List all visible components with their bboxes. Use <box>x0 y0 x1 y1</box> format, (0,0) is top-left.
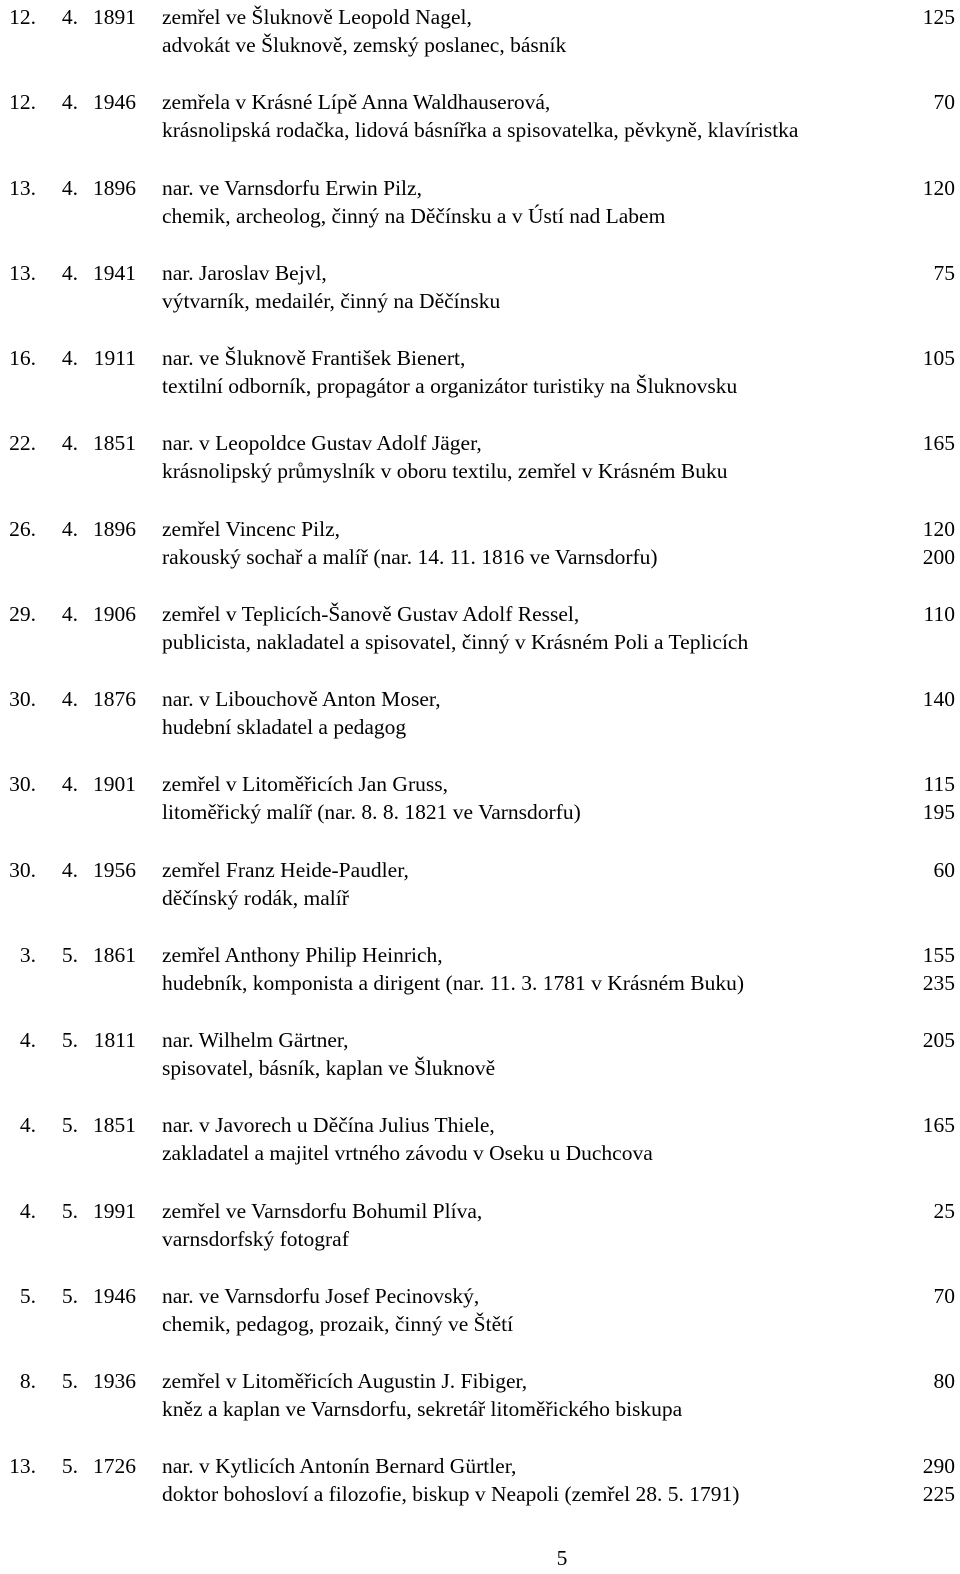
entry-month: 4. <box>61 431 78 456</box>
calendar-entry <box>0 770 960 828</box>
entry-month: 4. <box>61 772 78 797</box>
entry-secondary-anniversary-years: 200 <box>922 544 955 569</box>
entry-year: 1911 <box>93 346 136 370</box>
entry-second-line <box>0 543 960 571</box>
entry-first-line <box>0 1282 960 1310</box>
entry-event: zemřel ve Varnsdorfu Bohumil Plíva, <box>162 1198 483 1223</box>
entry-second-line <box>0 1054 960 1082</box>
entry-day: 30. <box>9 772 36 797</box>
entry-month: 4. <box>61 601 78 626</box>
calendar-entry <box>0 3 960 61</box>
entry-year: 1861 <box>93 942 136 967</box>
entry-second-line <box>0 1139 960 1167</box>
entry-anniversary-years: 75 <box>933 260 955 285</box>
entry-first-line <box>0 1197 960 1225</box>
entry-description: hudebník, komponista a dirigent (nar. 11. 3. 1781 v Krásném Buku) <box>162 970 745 995</box>
entry-description: litoměřický malíř (nar. 8. 8. 1821 ve Varnsdorfu) <box>162 800 581 825</box>
calendar-entry <box>0 174 960 232</box>
entry-day: 16. <box>9 346 36 370</box>
entry-anniversary-years: 110 <box>923 601 955 626</box>
entry-year: 1851 <box>93 1113 136 1138</box>
entry-event: nar. v Javorech u Děčína Julius Thiele, <box>162 1113 495 1138</box>
entry-description: rakouský sochař a malíř (nar. 14. 11. 1816 ve Varnsdorfu) <box>162 544 658 569</box>
entry-anniversary-years: 120 <box>922 516 955 541</box>
entry-anniversary-years: 290 <box>922 1454 955 1479</box>
entry-month: 4. <box>61 90 78 115</box>
entry-second-line <box>0 1395 960 1423</box>
calendar-entry <box>0 941 960 999</box>
entry-second-line <box>0 628 960 656</box>
entry-month: 4. <box>61 346 78 370</box>
entry-year: 1851 <box>93 431 136 456</box>
entry-description: spisovatel, básník, kaplan ve Šluknově <box>162 1056 496 1080</box>
entry-event: zemřel v Teplicích-Šanově Gustav Adolf Ressel, <box>162 601 580 626</box>
entry-anniversary-years: 120 <box>922 175 955 200</box>
entry-description: zakladatel a majitel vrtného závodu v Oseku u Duchcova <box>162 1141 653 1166</box>
entry-second-line <box>0 798 960 826</box>
entry-anniversary-years: 70 <box>933 90 955 115</box>
entry-day: 13. <box>9 175 36 200</box>
entry-description: publicista, nakladatel a spisovatel, činný v Krásném Poli a Teplicích <box>162 629 749 654</box>
entry-anniversary-years: 70 <box>933 1283 955 1308</box>
entry-event: nar. ve Varnsdorfu Erwin Pilz, <box>162 175 422 200</box>
entry-anniversary-years: 155 <box>922 942 955 967</box>
entry-second-line <box>0 713 960 741</box>
entry-month: 4. <box>61 687 78 711</box>
entry-day: 29. <box>9 601 36 626</box>
calendar-entry <box>0 429 960 487</box>
entry-secondary-anniversary-years: 195 <box>922 800 955 825</box>
entry-secondary-anniversary-years: 235 <box>922 970 955 995</box>
entry-second-line <box>0 287 960 315</box>
entry-first-line <box>0 88 960 116</box>
entry-day: 4. <box>19 1113 36 1138</box>
entry-month: 4. <box>61 175 78 200</box>
entry-year: 1936 <box>93 1369 136 1393</box>
entry-first-line <box>0 1026 960 1054</box>
entry-event: zemřel Vincenc Pilz, <box>162 516 341 541</box>
entry-first-line <box>0 770 960 798</box>
entry-anniversary-years: 125 <box>922 5 955 29</box>
entry-second-line <box>0 1310 960 1338</box>
entry-day: 22. <box>9 431 36 456</box>
calendar-entry <box>0 685 960 743</box>
entry-event: zemřel Franz Heide-Paudler, <box>162 857 409 882</box>
entry-first-line <box>0 685 960 713</box>
entry-day: 8. <box>19 1369 36 1393</box>
entry-secondary-anniversary-years: 225 <box>922 1482 955 1507</box>
entry-day: 13. <box>9 260 36 285</box>
entry-first-line <box>0 600 960 628</box>
calendar-entry <box>0 344 960 402</box>
entry-event: nar. ve Varnsdorfu Josef Pecinovský, <box>162 1283 480 1308</box>
entry-second-line <box>0 116 960 144</box>
entry-day: 12. <box>9 5 36 29</box>
page-number: 5 <box>556 1546 568 1570</box>
calendar-entry <box>0 1111 960 1169</box>
entry-month: 5. <box>61 1369 78 1393</box>
entry-event: nar. v Leopoldce Gustav Adolf Jäger, <box>162 431 482 456</box>
entry-anniversary-years: 115 <box>923 772 955 797</box>
calendar-entry <box>0 88 960 146</box>
entry-month: 4. <box>61 260 78 285</box>
entry-year: 1896 <box>93 175 136 200</box>
entry-description: krásnolipský průmyslník v oboru textilu, zemřel v Krásném Buku <box>162 459 728 484</box>
entry-year: 1891 <box>93 5 136 29</box>
entry-second-line <box>0 1480 960 1508</box>
entry-event: nar. Jaroslav Bejvl, <box>162 260 327 285</box>
entry-second-line <box>0 884 960 912</box>
entry-month: 5. <box>61 1198 78 1223</box>
entry-year: 1876 <box>93 687 136 711</box>
entry-second-line <box>0 202 960 230</box>
entry-month: 4. <box>61 516 78 541</box>
calendar-entry <box>0 1452 960 1510</box>
entry-first-line <box>0 1111 960 1139</box>
entry-first-line <box>0 1367 960 1395</box>
entry-anniversary-years: 80 <box>933 1369 955 1393</box>
calendar-entry <box>0 856 960 914</box>
entry-anniversary-years: 105 <box>922 346 955 370</box>
entry-year: 1946 <box>93 90 136 115</box>
entry-month: 5. <box>61 1028 78 1052</box>
entry-month: 5. <box>61 1113 78 1138</box>
entry-second-line <box>0 31 960 59</box>
entry-event: zemřel Anthony Philip Heinrich, <box>162 942 443 967</box>
entry-event: zemřela v Krásné Lípě Anna Waldhauserová, <box>162 90 551 115</box>
entry-event: nar. Wilhelm Gärtner, <box>162 1028 349 1052</box>
calendar-entry <box>0 1197 960 1255</box>
entry-second-line <box>0 969 960 997</box>
calendar-entry <box>0 259 960 317</box>
entry-event: zemřel v Litoměřicích Jan Gruss, <box>162 772 448 797</box>
entry-description: kněz a kaplan ve Varnsdorfu, sekretář litoměřického biskupa <box>162 1397 683 1421</box>
entry-event: nar. v Kytlicích Antonín Bernard Gürtler, <box>162 1454 517 1479</box>
entry-day: 30. <box>9 687 36 711</box>
entry-year: 1726 <box>93 1454 136 1479</box>
entry-first-line <box>0 259 960 287</box>
entry-description: doktor bohosloví a filozofie, biskup v Neapoli (zemřel 28. 5. 1791) <box>162 1482 740 1507</box>
entry-anniversary-years: 60 <box>933 857 955 882</box>
entry-anniversary-years: 165 <box>922 431 955 456</box>
entry-first-line <box>0 174 960 202</box>
entry-first-line <box>0 344 960 372</box>
entry-event: nar. v Libouchově Anton Moser, <box>162 687 441 711</box>
calendar-entry <box>0 515 960 573</box>
entry-first-line <box>0 941 960 969</box>
entry-second-line <box>0 1225 960 1253</box>
entry-day: 13. <box>9 1454 36 1479</box>
entry-anniversary-years: 140 <box>922 687 955 711</box>
calendar-entry <box>0 1367 960 1425</box>
entry-second-line <box>0 457 960 485</box>
entry-year: 1946 <box>93 1283 136 1308</box>
entry-day: 5. <box>19 1283 36 1308</box>
entry-year: 1991 <box>93 1198 136 1223</box>
entry-first-line <box>0 3 960 31</box>
entry-description: varnsdorfský fotograf <box>162 1226 349 1251</box>
entry-day: 30. <box>9 857 36 882</box>
entry-year: 1811 <box>93 1028 136 1052</box>
entry-event: zemřel v Litoměřicích Augustin J. Fibiger, <box>162 1369 528 1393</box>
entry-first-line <box>0 856 960 884</box>
entry-description: textilní odborník, propagátor a organizátor turistiky na Šluknovsku <box>162 374 738 398</box>
entry-month: 4. <box>61 5 78 29</box>
calendar-entry <box>0 1282 960 1340</box>
entry-anniversary-years: 205 <box>922 1028 955 1052</box>
entry-second-line <box>0 372 960 400</box>
entry-day: 3. <box>19 942 36 967</box>
entry-year: 1956 <box>93 857 136 882</box>
entry-year: 1906 <box>93 601 136 626</box>
entry-month: 5. <box>61 1454 78 1479</box>
entry-year: 1896 <box>93 516 136 541</box>
entry-description: advokát ve Šluknově, zemský poslanec, básník <box>162 33 567 57</box>
entry-month: 5. <box>61 1283 78 1308</box>
entry-anniversary-years: 165 <box>922 1113 955 1138</box>
entry-month: 5. <box>61 942 78 967</box>
entry-event: zemřel ve Šluknově Leopold Nagel, <box>162 5 472 29</box>
entry-year: 1901 <box>93 772 136 797</box>
entry-day: 4. <box>19 1198 36 1223</box>
entry-day: 26. <box>9 516 36 541</box>
entry-first-line <box>0 515 960 543</box>
calendar-entry <box>0 600 960 658</box>
entry-description: hudební skladatel a pedagog <box>162 715 407 739</box>
entry-description: krásnolipská rodačka, lidová básnířka a spisovatelka, pěvkyně, klavíristka <box>162 118 799 143</box>
entry-description: chemik, archeolog, činný na Děčínsku a v Ústí nad Labem <box>162 203 666 228</box>
entry-day: 12. <box>9 90 36 115</box>
entry-first-line <box>0 1452 960 1480</box>
entry-month: 4. <box>61 857 78 882</box>
entry-day: 4. <box>19 1028 36 1052</box>
entry-description: chemik, pedagog, prozaik, činný ve Štětí <box>162 1311 514 1336</box>
entry-description: výtvarník, medailér, činný na Děčínsku <box>162 288 501 313</box>
entry-first-line <box>0 429 960 457</box>
entry-anniversary-years: 25 <box>933 1198 955 1223</box>
entry-event: nar. ve Šluknově František Bienert, <box>162 346 466 370</box>
entry-description: děčínský rodák, malíř <box>162 885 349 910</box>
entry-year: 1941 <box>93 260 136 285</box>
calendar-entry <box>0 1026 960 1084</box>
